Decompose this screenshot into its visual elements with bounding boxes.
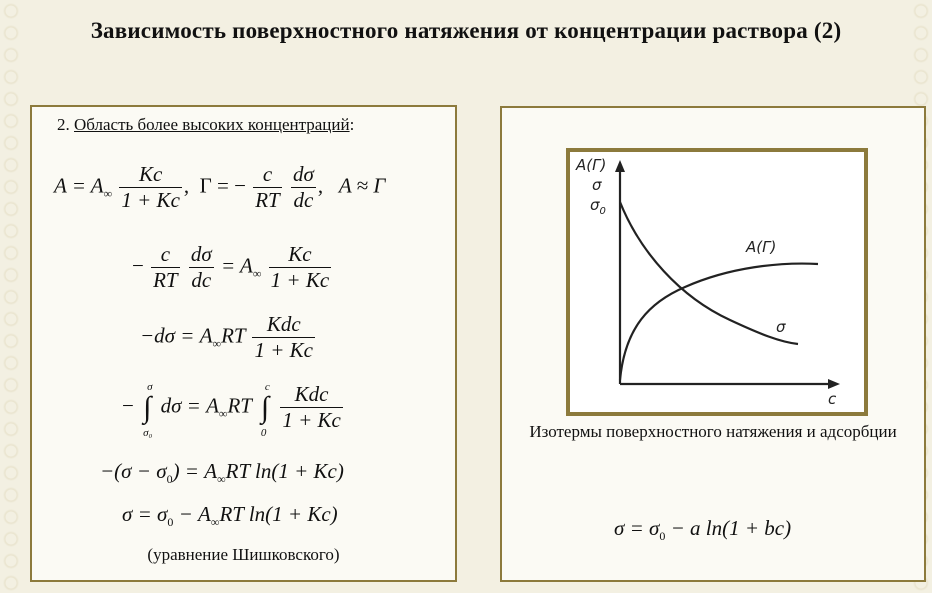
section-heading: 2. Область более высоких концентраций: [57, 115, 355, 134]
szyszkowski-short-formula: $\sigma = \sigma_0 - a$ ln(1 + bc) [614, 516, 792, 543]
equation-3: $-d\sigma = A_\infty RT$ $\frac{\text{Kdc}}{1 + Kc}$ [140, 312, 313, 362]
equation-2: − $\frac{c}{RT}$ $\frac{d\sigma}{dc}$ = $A_\infty$ $\frac{Kc}{1 + Kc}$ [132, 242, 330, 292]
graph-caption: Изотермы поверхностного натяжения и адсорбции [529, 422, 897, 441]
graph-panel [500, 106, 926, 582]
x-axis-arrow [828, 379, 840, 389]
equation-integral: − ∫ σ σ₀ $d\sigma = A_\infty RT$ ∫ c 0 $\frac{\text{Kdc}}{1 + Kc}$ [122, 380, 341, 439]
y-axis-label-sigma: σ [592, 176, 602, 194]
y-axis-label: A(Γ) [576, 156, 607, 174]
equation-5: $-(\sigma - \sigma_0) = A_\infty RT$ ln(1 + Kc) [100, 459, 344, 486]
equation-note: (уравнение Шишковского) [147, 545, 340, 564]
y-axis-label-sigma0: $\sigma_0$ [590, 196, 606, 217]
x-axis-label: c [828, 390, 837, 408]
isotherm-graph [566, 148, 868, 416]
sigma-curve-label: σ [776, 318, 786, 336]
equation-szyszkowski: $\sigma = \sigma_0 - A_\infty RT$ ln(1 + Kc) [122, 502, 338, 529]
adsorption-curve [620, 264, 818, 380]
slide-title: Зависимость поверхностного натяжения от концентрации раствора (2) [90, 18, 842, 43]
decorative-border-left [0, 0, 22, 593]
y-axis-arrow [615, 160, 625, 172]
sigma-curve [620, 202, 798, 344]
equation-adsorption-langmuir: $A = A_\infty$ $\frac{Kc}{1 + Kc}$ , Γ = − $\frac{c}{RT}$ $\frac{d\sigma}{dc}$ , A ≈ Γ [54, 162, 386, 212]
isotherm-svg [570, 152, 864, 412]
equations-panel [30, 105, 457, 582]
adsorption-curve-label: A(Γ) [746, 238, 777, 256]
